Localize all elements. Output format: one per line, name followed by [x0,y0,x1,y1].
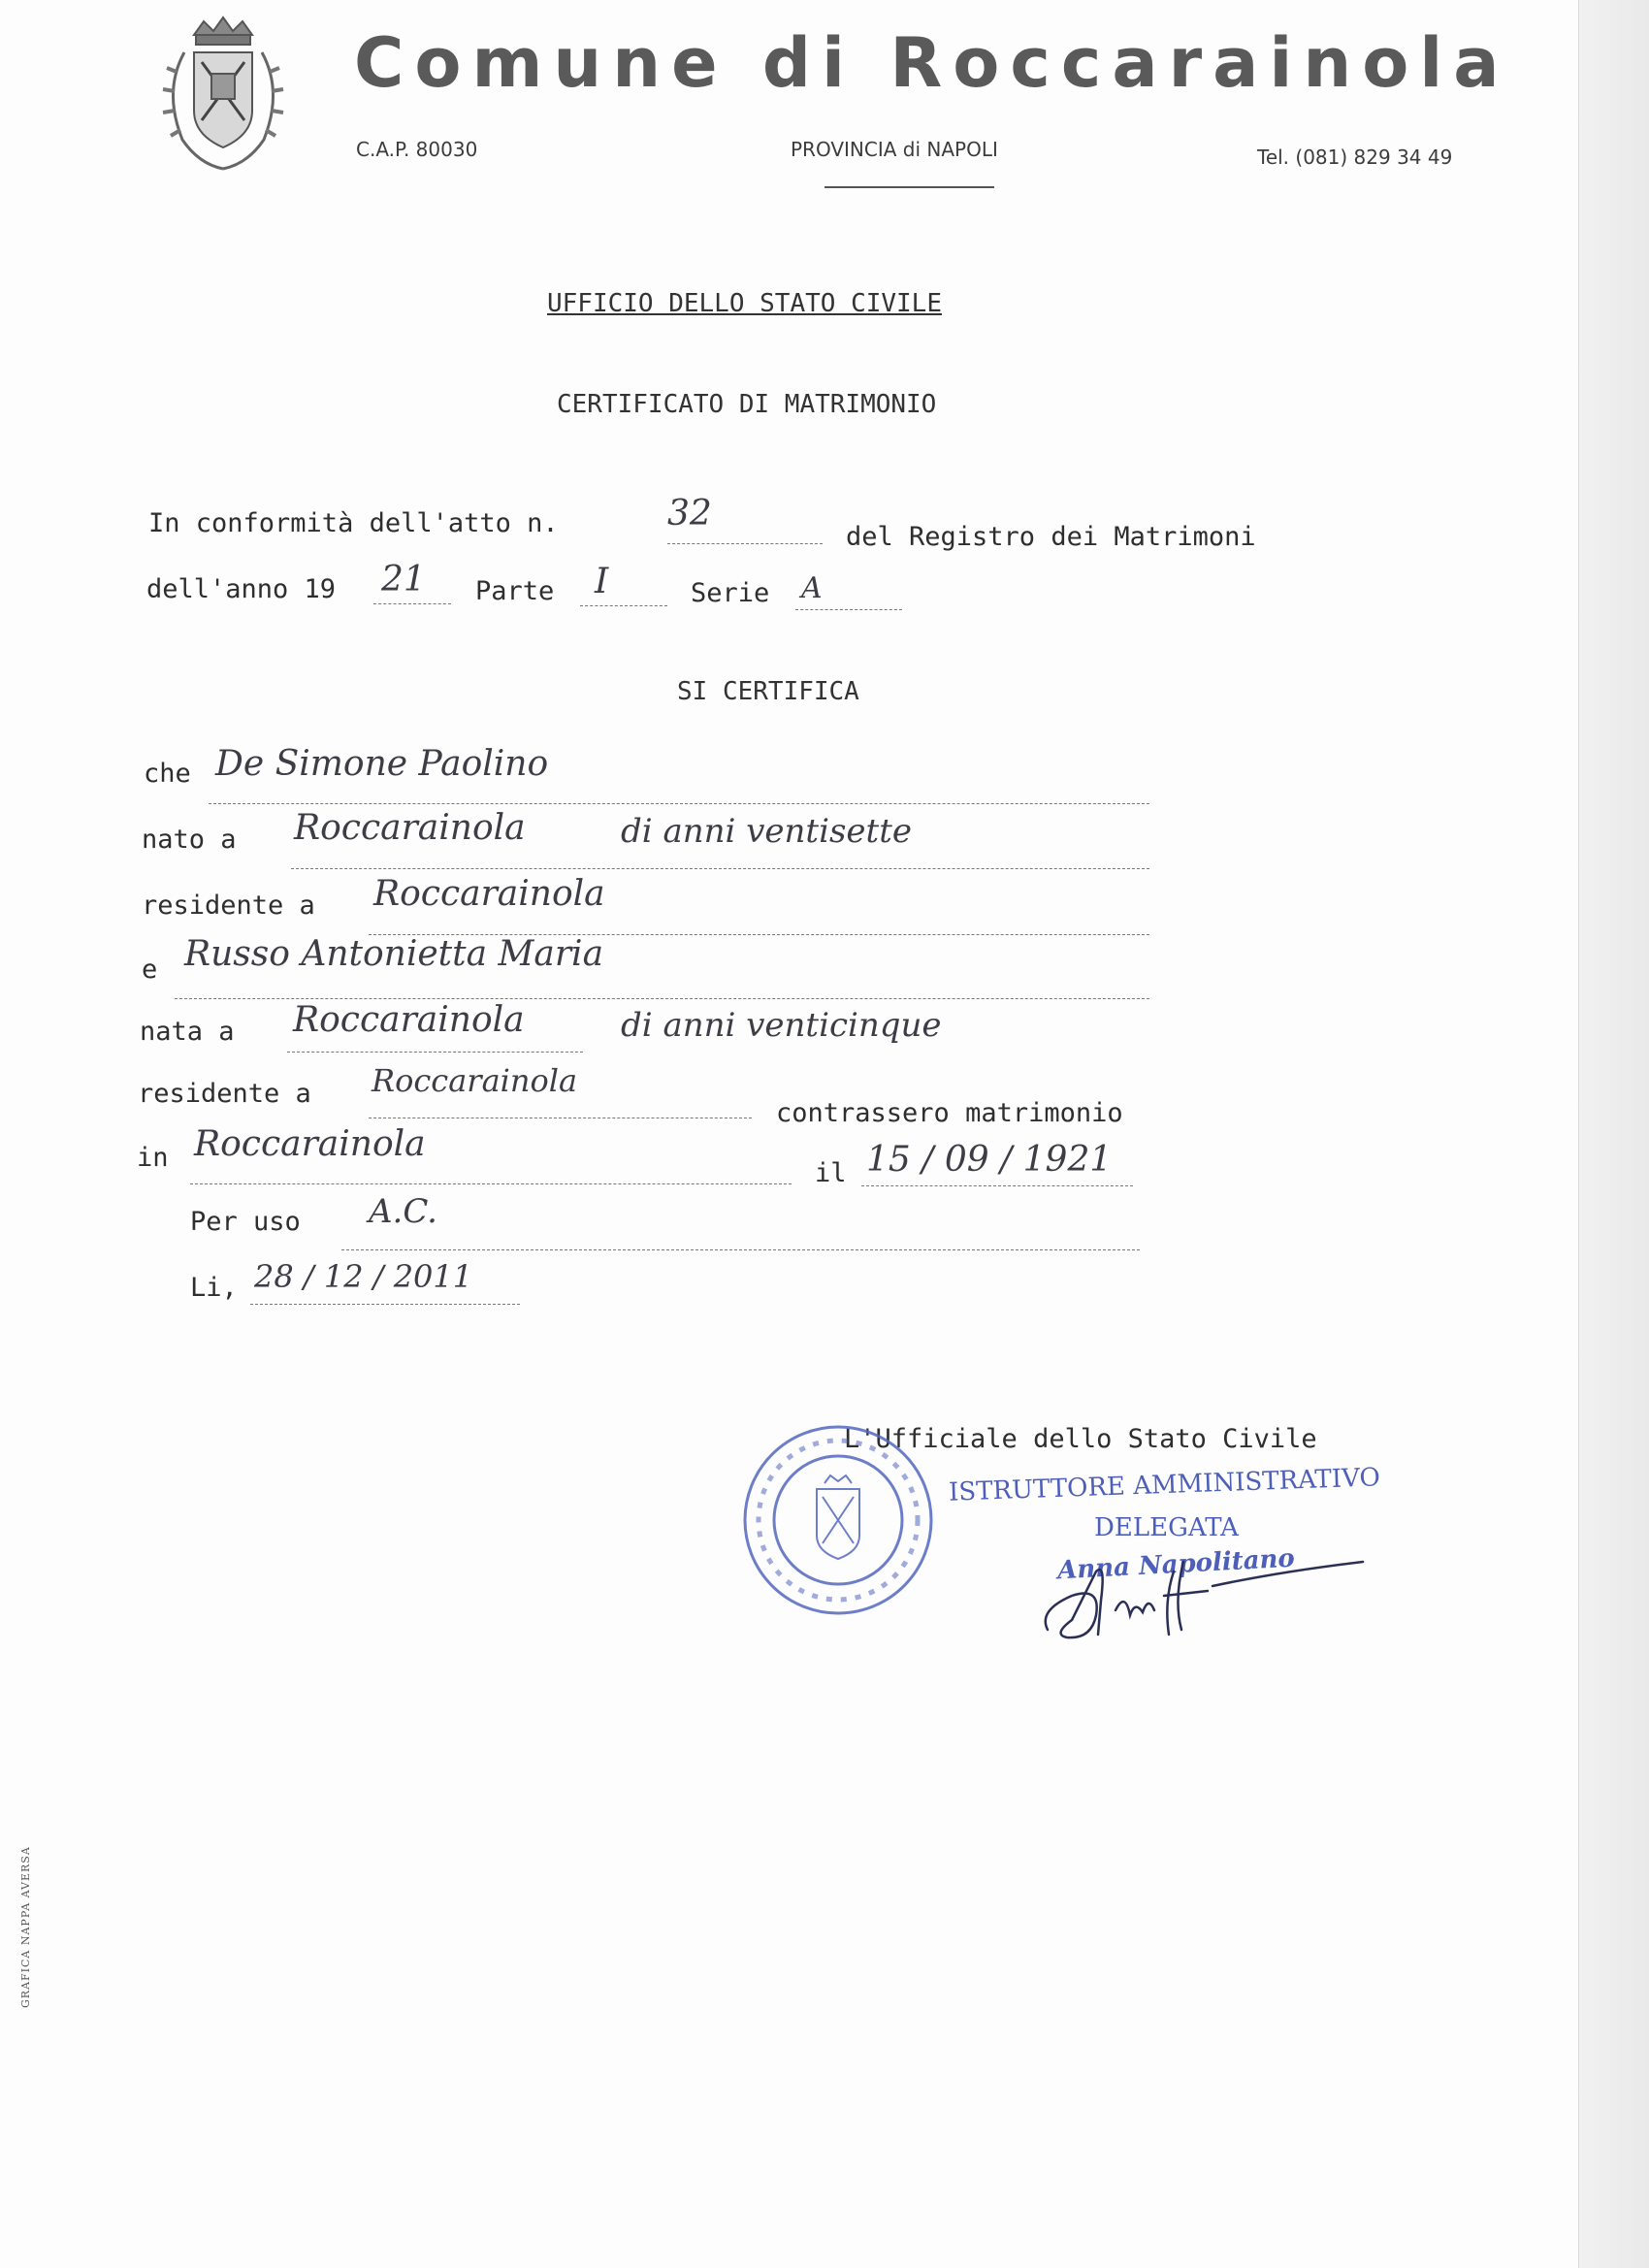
uso-line [341,1249,1140,1250]
il-label: il [815,1158,847,1188]
atto-number: 32 [667,494,712,534]
li-label: Li, [190,1273,238,1303]
bride-residente-label: residente a [138,1079,311,1109]
anno-line [373,603,451,604]
parte-label: Parte [475,576,555,606]
provincia-underline [824,186,994,188]
groom-residente-label: residente a [142,891,315,921]
serie-label: Serie [691,578,770,608]
groom-residence: Roccarainola [373,874,605,914]
uso-label: Per uso [190,1207,301,1237]
marriage-date-line [861,1185,1133,1186]
atto-prefix: In conformità dell'atto n. [148,508,559,538]
marriage-date: 15 / 09 / 1921 [866,1140,1113,1180]
signature-icon [1028,1542,1368,1649]
contrassero-label: contrassero matrimonio [776,1098,1123,1128]
issue-date: 28 / 12 / 2011 [254,1258,473,1295]
stamp-line-1: ISTRUTTORE AMMINISTRATIVO [948,1463,1381,1507]
registro-label: del Registro dei Matrimoni [846,522,1256,552]
in-label: in [137,1143,169,1173]
groom-name-line [209,803,1149,804]
groom-name: De Simone Paolino [215,744,549,784]
stamp-line-3: Anna Napolitano [1056,1543,1296,1586]
groom-age: di anni ventisette [621,812,912,851]
office-heading: UFFICIO DELLO STATO CIVILE [547,289,942,318]
parte-line [580,605,667,606]
anno-prefix: dell'anno 19 [146,574,337,604]
uso-value: A.C. [369,1192,437,1231]
bride-residence: Roccarainola [372,1062,578,1099]
groom-birthplace: Roccarainola [294,808,526,848]
anno-suffix: 21 [381,560,426,599]
groom-nato-label: nato a [142,825,237,855]
serie-value: A [801,571,823,605]
cap-code: C.A.P. 80030 [356,138,478,161]
bride-name: Russo Antonietta Maria [184,934,604,974]
scan-edge [1578,0,1649,2268]
e-label: e [142,955,158,985]
atto-number-line [667,543,823,544]
comune-title: Comune di Roccarainola [354,23,1510,103]
printer-imprint: GRAFICA NAPPA AVERSA [19,1846,32,2008]
bride-birthplace: Roccarainola [293,1000,525,1040]
marriage-place-line [190,1183,792,1184]
telephone: Tel. (081) 829 34 49 [1257,146,1453,169]
coat-of-arms-icon [155,14,291,178]
groom-birth-line [291,868,1149,869]
bride-name-line [175,998,1149,999]
certificate-title: CERTIFICATO DI MATRIMONIO [557,390,937,419]
provincia-label: PROVINCIA di NAPOLI [791,138,998,161]
serie-line [795,609,902,610]
issue-date-line [250,1304,520,1305]
bride-birth-line [287,1052,583,1053]
marriage-place: Roccarainola [194,1124,426,1164]
bride-age: di anni venticinque [621,1006,942,1045]
si-certifica-heading: SI CERTIFICA [677,677,859,706]
municipal-seal-icon [739,1421,938,1620]
bride-nato-label: nata a [140,1017,235,1047]
stamp-line-2: DELEGATA [1094,1513,1239,1542]
ufficiale-label: L'Ufficiale dello Stato Civile [844,1424,1317,1454]
parte-value: I [595,562,609,601]
che-label: che [144,759,191,789]
